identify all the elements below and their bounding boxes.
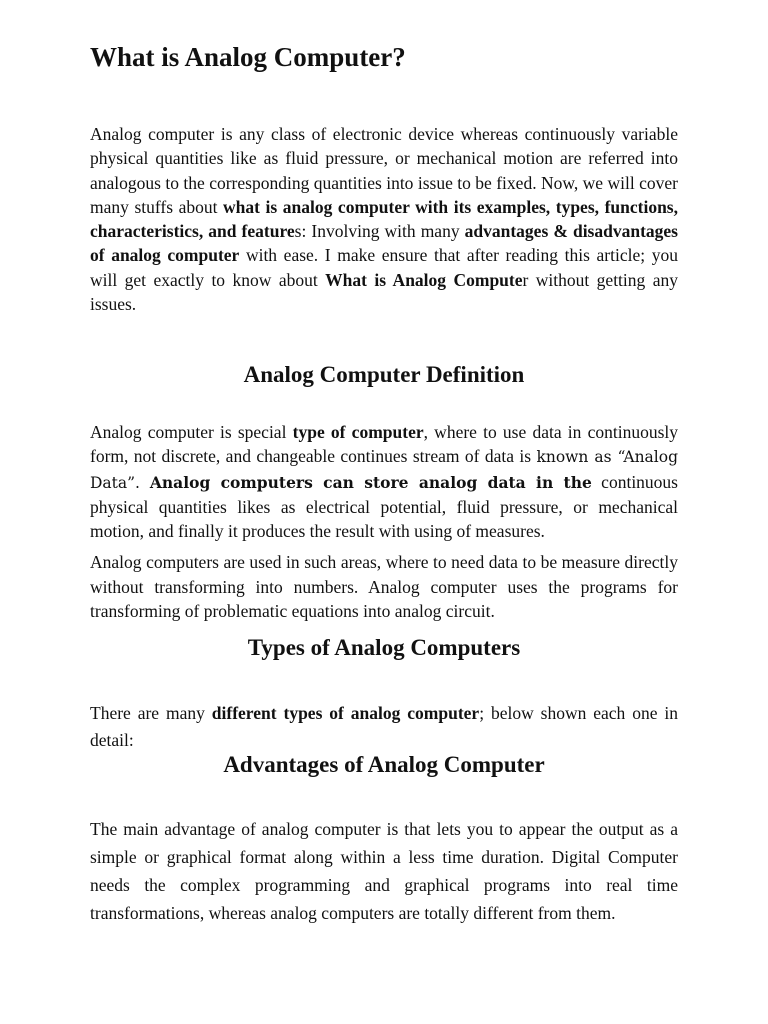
definition-paragraph-1 xyxy=(90,420,678,543)
definition-text-2: , where to use data in continuously form, not discrete, and changeable continues stream of data is xyxy=(90,422,678,467)
definition-text-1: Analog computer is special xyxy=(90,422,293,442)
intro-bold-1: what is analog computer with its examples, types, functions, characteristics, and feature xyxy=(90,196,678,242)
types-text-1: There are many xyxy=(90,703,212,723)
intro-text-1: Analog computer is any class of electronic device whereas continuously variable physical quantities like as fluid pressure, or mechanical motion are referred into analogous to the corresponding quantities into issue to be fixed. Now, we will cover many stuffs about xyxy=(90,124,678,217)
intro-bold-3: What is Analog Compute xyxy=(325,269,523,290)
advantages-heading: Advantages of Analog Computer xyxy=(223,752,545,777)
intro-text-4: r without getting any issues. xyxy=(90,269,678,315)
intro-paragraph xyxy=(90,122,678,316)
intro-text-3: with ease. I make ensure that after reading this article; you will get exactly to know about xyxy=(90,245,678,290)
intro-text-2: s: Involving with many xyxy=(294,221,465,242)
definition-paragraph-2: Analog computers are used in such areas, where to need data to be measure directly without transforming into numbers. Analog computer uses the programs for transforming of problematic equations into analog circuit. xyxy=(90,552,678,621)
types-heading: Types of Analog Computers xyxy=(247,635,521,660)
intro-bold-2: advantages & disadvantages of analog computer xyxy=(90,221,678,266)
types-bold-1: different types of analog computer xyxy=(211,703,480,723)
types-text-2: ; below shown each one in detail: xyxy=(90,703,679,750)
definition-text-3: continuous physical quantities likes as electrical potential, fluid pressure, or mechanical motion, and finally it produces the result with using of measures. xyxy=(90,471,678,542)
page-title: What is Analog Computer? xyxy=(90,42,406,72)
types-paragraph xyxy=(90,700,678,754)
definition-bold-2: Analog computers can store analog data in the xyxy=(149,472,592,492)
definition-bold-1: type of computer xyxy=(292,422,424,442)
definition-heading: Analog Computer Definition xyxy=(243,362,525,387)
advantages-paragraph: The main advantage of analog computer is that lets you to appear the output as a simple or graphical format along within a less time duration. Digital Computer needs the complex programming and graphical programs into real time transformations, whereas analog computers are totally different from them. xyxy=(90,819,678,923)
definition-known-as: known as “Analog Data”. xyxy=(90,448,679,492)
